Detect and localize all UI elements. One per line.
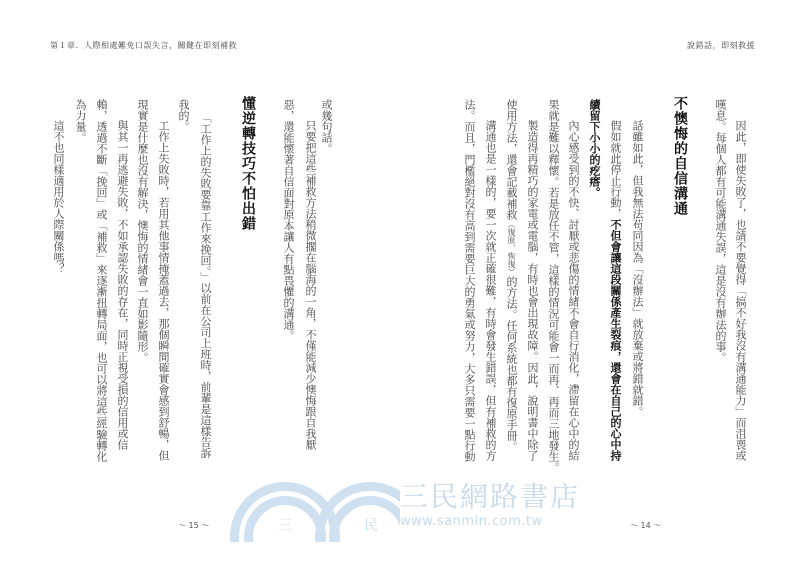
paragraph-column: 果就是難以釋懷。若是放任不管，這樣的情況可能會一而再、再而三地發生。 [547, 99, 560, 473]
watermark-url: www.sanmin.com.tw [400, 514, 543, 529]
bold-text-segment: 不但會讓這段關係產生裂痕，還會在自己的心中持 [609, 219, 622, 461]
small-note-segment: （復原、恢復） [507, 220, 516, 276]
text-segment: 的方法。任何系統也都有復原手冊。 [505, 276, 518, 452]
paragraph-column: 惡，還能懷著自信面對原本讓人有點畏懼的溝通。 [282, 99, 295, 341]
watermark-logo-char: 民 [364, 518, 378, 534]
paragraph-column: 現實是什麼也沒有解決，懊悔的情緒會一直如影隨形。 [136, 99, 149, 363]
running-header-right: 說錯話，即刻救援 [687, 41, 755, 50]
paragraph-column [609, 120, 621, 461]
page-number: ～ 14 ～ [630, 521, 662, 530]
watermark-name: 三民網路書店 [400, 480, 581, 513]
text-segment: 使用方法，還會記載補救 [505, 99, 518, 220]
paragraph-column: 為力量。 [74, 99, 87, 143]
page-number: ～ 15 ～ [178, 521, 210, 530]
paragraph-column: 我的。 [177, 99, 190, 132]
paragraph-column: 賴，透過不斷「挽回」或「補救」來逐漸扭轉局面，也可以將這些經驗轉化 [95, 99, 108, 462]
paragraph-column: 溝通也是一樣的，要一次就正確很難，有時會發生錯誤，但有補救的方 [484, 120, 497, 461]
watermark-logo-char: 三 [278, 518, 292, 534]
paragraph-column: 工作上失敗時，若用其他事情掩蓋過去，那個瞬間確實會感到舒暢，但 [157, 120, 170, 461]
paragraph-column [505, 99, 517, 452]
paragraph-column: 只要把這些補救方法稍微擱在腦海的一角，不僅能減少懊悔跟自我厭 [304, 120, 317, 450]
paragraph-column: 話雖如此，但我無法苟同因為「沒辦法」就放棄或將錯就錯。 [631, 120, 644, 417]
paragraph-column: 製造得再精巧的家電或電腦，有時也會出現故障。因此，說明書中除了 [526, 120, 539, 461]
text-segment: 假如就此停止行動， [609, 120, 622, 219]
section-heading: 懂逆轉技巧不怕出錯 [240, 96, 256, 231]
paragraph-column: 因此，即使失敗了，也請不要覺得「搞不好我沒有溝通能力」而沮喪或 [734, 120, 747, 461]
paragraph-column: 內心感受到的不快、討厭或悲傷的情緒不會自行消化，滯留在心中的結 [567, 120, 580, 461]
paragraph-column: 法。而且，門檻絕對沒有高到需要巨大的勇氣或努力，大多只需要一點行動 [463, 99, 476, 462]
paragraph-column: 「工作上的失敗要靠工作來挽回。」以前在公司上班時，前輩是這樣告訴 [199, 112, 212, 459]
paragraph-column: 或幾句話。 [320, 99, 333, 154]
running-header-left: 第１章．人際相處難免口誤失言，關鍵在即刻補救 [50, 41, 237, 50]
paragraph-column: 這不也同樣適用於人際關係嗎？ [52, 120, 65, 274]
paragraph-column: 與其一再逃避失敗，不如承認失敗的存在，同時正視受損的信用或信 [116, 120, 129, 450]
paragraph-column: 嘆息。每個人都有可能溝通失誤，這是沒有辦法的事。 [714, 99, 727, 363]
bold-paragraph-column: 續留下小小的疙瘩。 [588, 99, 601, 198]
watermark-logo-icon [230, 482, 400, 542]
section-heading: 不懊悔的自信溝通 [672, 96, 688, 216]
